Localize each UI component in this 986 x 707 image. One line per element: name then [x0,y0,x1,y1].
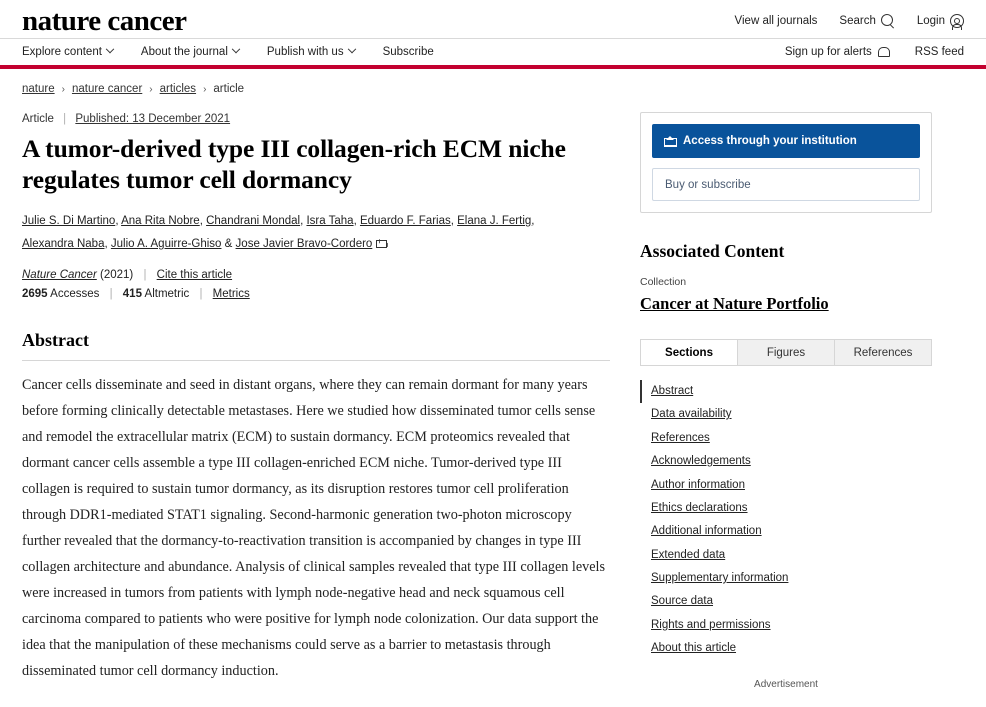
toc-label: Abstract [651,384,694,397]
rss-feed-link[interactable] [915,46,964,58]
authors-ampersand: & [224,237,233,250]
nav-label-publish-with-us: Publish with us [266,46,344,58]
toc-item-source-data[interactable] [640,591,932,614]
masthead-links [735,14,964,28]
breadcrumb-item-articles[interactable]: articles [159,83,197,95]
author-link[interactable]: Eduardo F. Farias [359,215,451,228]
sidebar [640,95,932,690]
breadcrumb-item-nature[interactable]: nature [22,83,55,95]
toc-item-author-information[interactable] [640,474,932,497]
site-logo[interactable]: nature cancer [22,4,187,37]
nav-item-about-the-journal[interactable] [141,46,239,58]
login-link[interactable] [917,14,964,28]
bell-icon [877,46,889,59]
toc-item-rights-and-permissions[interactable] [640,614,932,637]
toc-label: Rights and permissions [651,618,771,631]
search-link[interactable] [839,14,894,28]
metrics-divider: | [109,288,113,301]
author-line-2: Alexandra Naba, Julio A. Aguirre-Ghiso & Jose Javier Bravo-Cordero [22,238,387,250]
author-line-1: Julie S. Di Martino, Ana Rita Nobre, Chandrani Mondal, Isra Taha, Eduardo F. Farias, Elana J. Fertig, [22,215,535,228]
altmetric-label: Altmetric [144,288,190,301]
nav-label-about-the-journal: About the journal [140,46,228,58]
associated-content-heading: Associated Content [640,241,785,261]
author-link[interactable]: Ana Rita Nobre [121,215,200,228]
citation-divider: | [143,269,147,282]
table-of-contents [640,380,932,661]
chevron-down-icon [232,45,240,53]
author-link[interactable]: Chandrani Mondal [206,215,301,228]
access-options-box [640,112,932,213]
tab-figures-label: Figures [766,346,806,359]
advertisement-label: Advertisement [754,678,818,690]
accesses-label: Accesses [50,288,100,301]
institution-icon [664,136,675,147]
toc-item-additional-information[interactable] [640,520,932,543]
breadcrumb-item-article: article [213,83,245,95]
metrics-link[interactable]: Metrics [212,288,250,301]
view-all-journals-link[interactable] [735,15,818,27]
author-list [22,210,610,255]
nav-item-explore-content[interactable] [22,46,113,58]
toc-item-extended-data[interactable] [640,544,932,567]
masthead [0,0,986,38]
toc-label: Supplementary information [651,572,789,585]
abstract-heading: Abstract [22,330,610,361]
author-link[interactable]: Alexandra Naba [22,237,105,250]
author-link[interactable]: Julie S. Di Martino [22,215,116,228]
toc-label: Author information [651,478,745,491]
access-button-label: Access through your institution [683,135,857,147]
access-through-institution-button[interactable] [652,124,920,158]
toc-label: About this article [651,642,737,655]
login-label: Login [916,15,945,27]
page-body [0,95,986,690]
buy-or-subscribe-button[interactable] [652,168,920,201]
journal-year: (2021) [100,269,134,282]
toc-label: Source data [651,595,714,608]
article-type-label: Article [22,113,54,125]
metrics-divider: | [199,288,203,301]
collection-link[interactable]: Cancer at Nature Portfolio [640,294,829,313]
toc-item-ethics-declarations[interactable] [640,497,932,520]
toc-item-about-this-article[interactable] [640,637,932,660]
chevron-down-icon [106,45,114,53]
chevron-down-icon [347,45,355,53]
toc-item-references[interactable] [640,427,932,450]
sidebar-tabs [640,339,932,366]
toc-label: Ethics declarations [651,501,748,514]
buy-or-subscribe-label: Buy or subscribe [665,178,751,191]
sign-up-for-alerts-label: Sign up for alerts [784,46,872,58]
view-all-journals-label: View all journals [734,15,818,27]
person-icon [950,14,964,28]
breadcrumb-separator: › [61,83,65,95]
article-metrics [22,288,610,300]
tab-sections-label: Sections [665,346,713,359]
toc-label: References [651,431,710,444]
tab-sections[interactable] [641,340,738,365]
journal-name[interactable]: Nature Cancer [22,269,97,282]
tab-references-label: References [853,346,913,359]
meta-divider: | [63,113,67,125]
nav-label-subscribe: Subscribe [382,46,434,58]
abstract-text: Cancer cells disseminate and seed in distant organs, where they can remain dormant for many years before forming clinically detectable metastases. Here we studied how disseminated tumor cells sense and remodel the extracellular matrix (ECM) to sustain dormancy. ECM proteomics revealed that dormant cancer cells assemble a type III collagen-enriched ECM niche. Tumor-derived type III collagen is required to sustain tumor dormancy, as its disruption restores tumor cell proliferation through DDR1-mediated STAT1 signaling. Second-harmonic generation two-photon microscopy further revealed that the dormancy-to-reactivation transition is accompanied by changes in type III collagen architecture and abundance. Analysis of clinical samples revealed that type III collagen levels were increased in tumors from patients with lymph node-negative head and neck squamous cell carcinoma compared to patients who were positive for lymph node colonization. Our data support the idea that the manipulation of these mechanisms could serve as a barrier to metastasis through disseminated tumor cell dormancy induction. [22,377,606,679]
breadcrumb-separator: › [149,83,153,95]
toc-item-data-availability[interactable] [640,403,932,426]
author-link[interactable]: Elana J. Fertig [457,215,532,228]
published-date[interactable]: Published: 13 December 2021 [75,113,231,125]
toc-label: Acknowledgements [651,455,751,468]
nav-label-explore-content: Explore content [22,46,102,58]
page-title: A tumor-derived type III collagen-rich ECM niche regulates tumor cell dormancy [22,134,566,195]
toc-label: Extended data [651,548,726,561]
main-navigation [0,38,986,69]
accesses-count: 2695 [22,288,48,301]
breadcrumb [0,69,986,95]
breadcrumb-item-nature-cancer[interactable]: nature cancer [71,83,143,95]
article-column [22,95,610,690]
journal-citation [22,269,610,281]
corresponding-author-link[interactable]: Jose Javier Bravo-Cordero [235,237,373,250]
tab-figures[interactable] [738,340,835,365]
search-label: Search [839,15,876,27]
breadcrumb-separator: › [203,83,207,95]
rss-feed-label: RSS feed [914,46,964,58]
sign-up-for-alerts-link[interactable] [785,46,889,59]
nav-item-subscribe[interactable] [383,46,434,58]
author-link[interactable]: Julio A. Aguirre-Ghiso [110,237,222,250]
toc-item-acknowledgements[interactable] [640,450,932,473]
altmetric-count: 415 [122,288,142,301]
author-link[interactable]: Isra Taha [306,215,354,228]
collection-label: Collection [640,276,687,288]
tab-references[interactable] [835,340,931,365]
envelope-icon[interactable] [376,240,387,248]
toc-item-abstract[interactable] [640,380,932,403]
toc-label: Data availability [651,408,732,421]
nav-item-publish-with-us[interactable] [267,46,355,58]
toc-item-supplementary-information[interactable] [640,567,932,590]
search-icon [881,14,895,28]
nav-right-group [785,46,964,59]
toc-label: Additional information [651,525,762,538]
cite-this-article-link[interactable]: Cite this article [156,269,233,282]
article-meta [22,113,610,125]
